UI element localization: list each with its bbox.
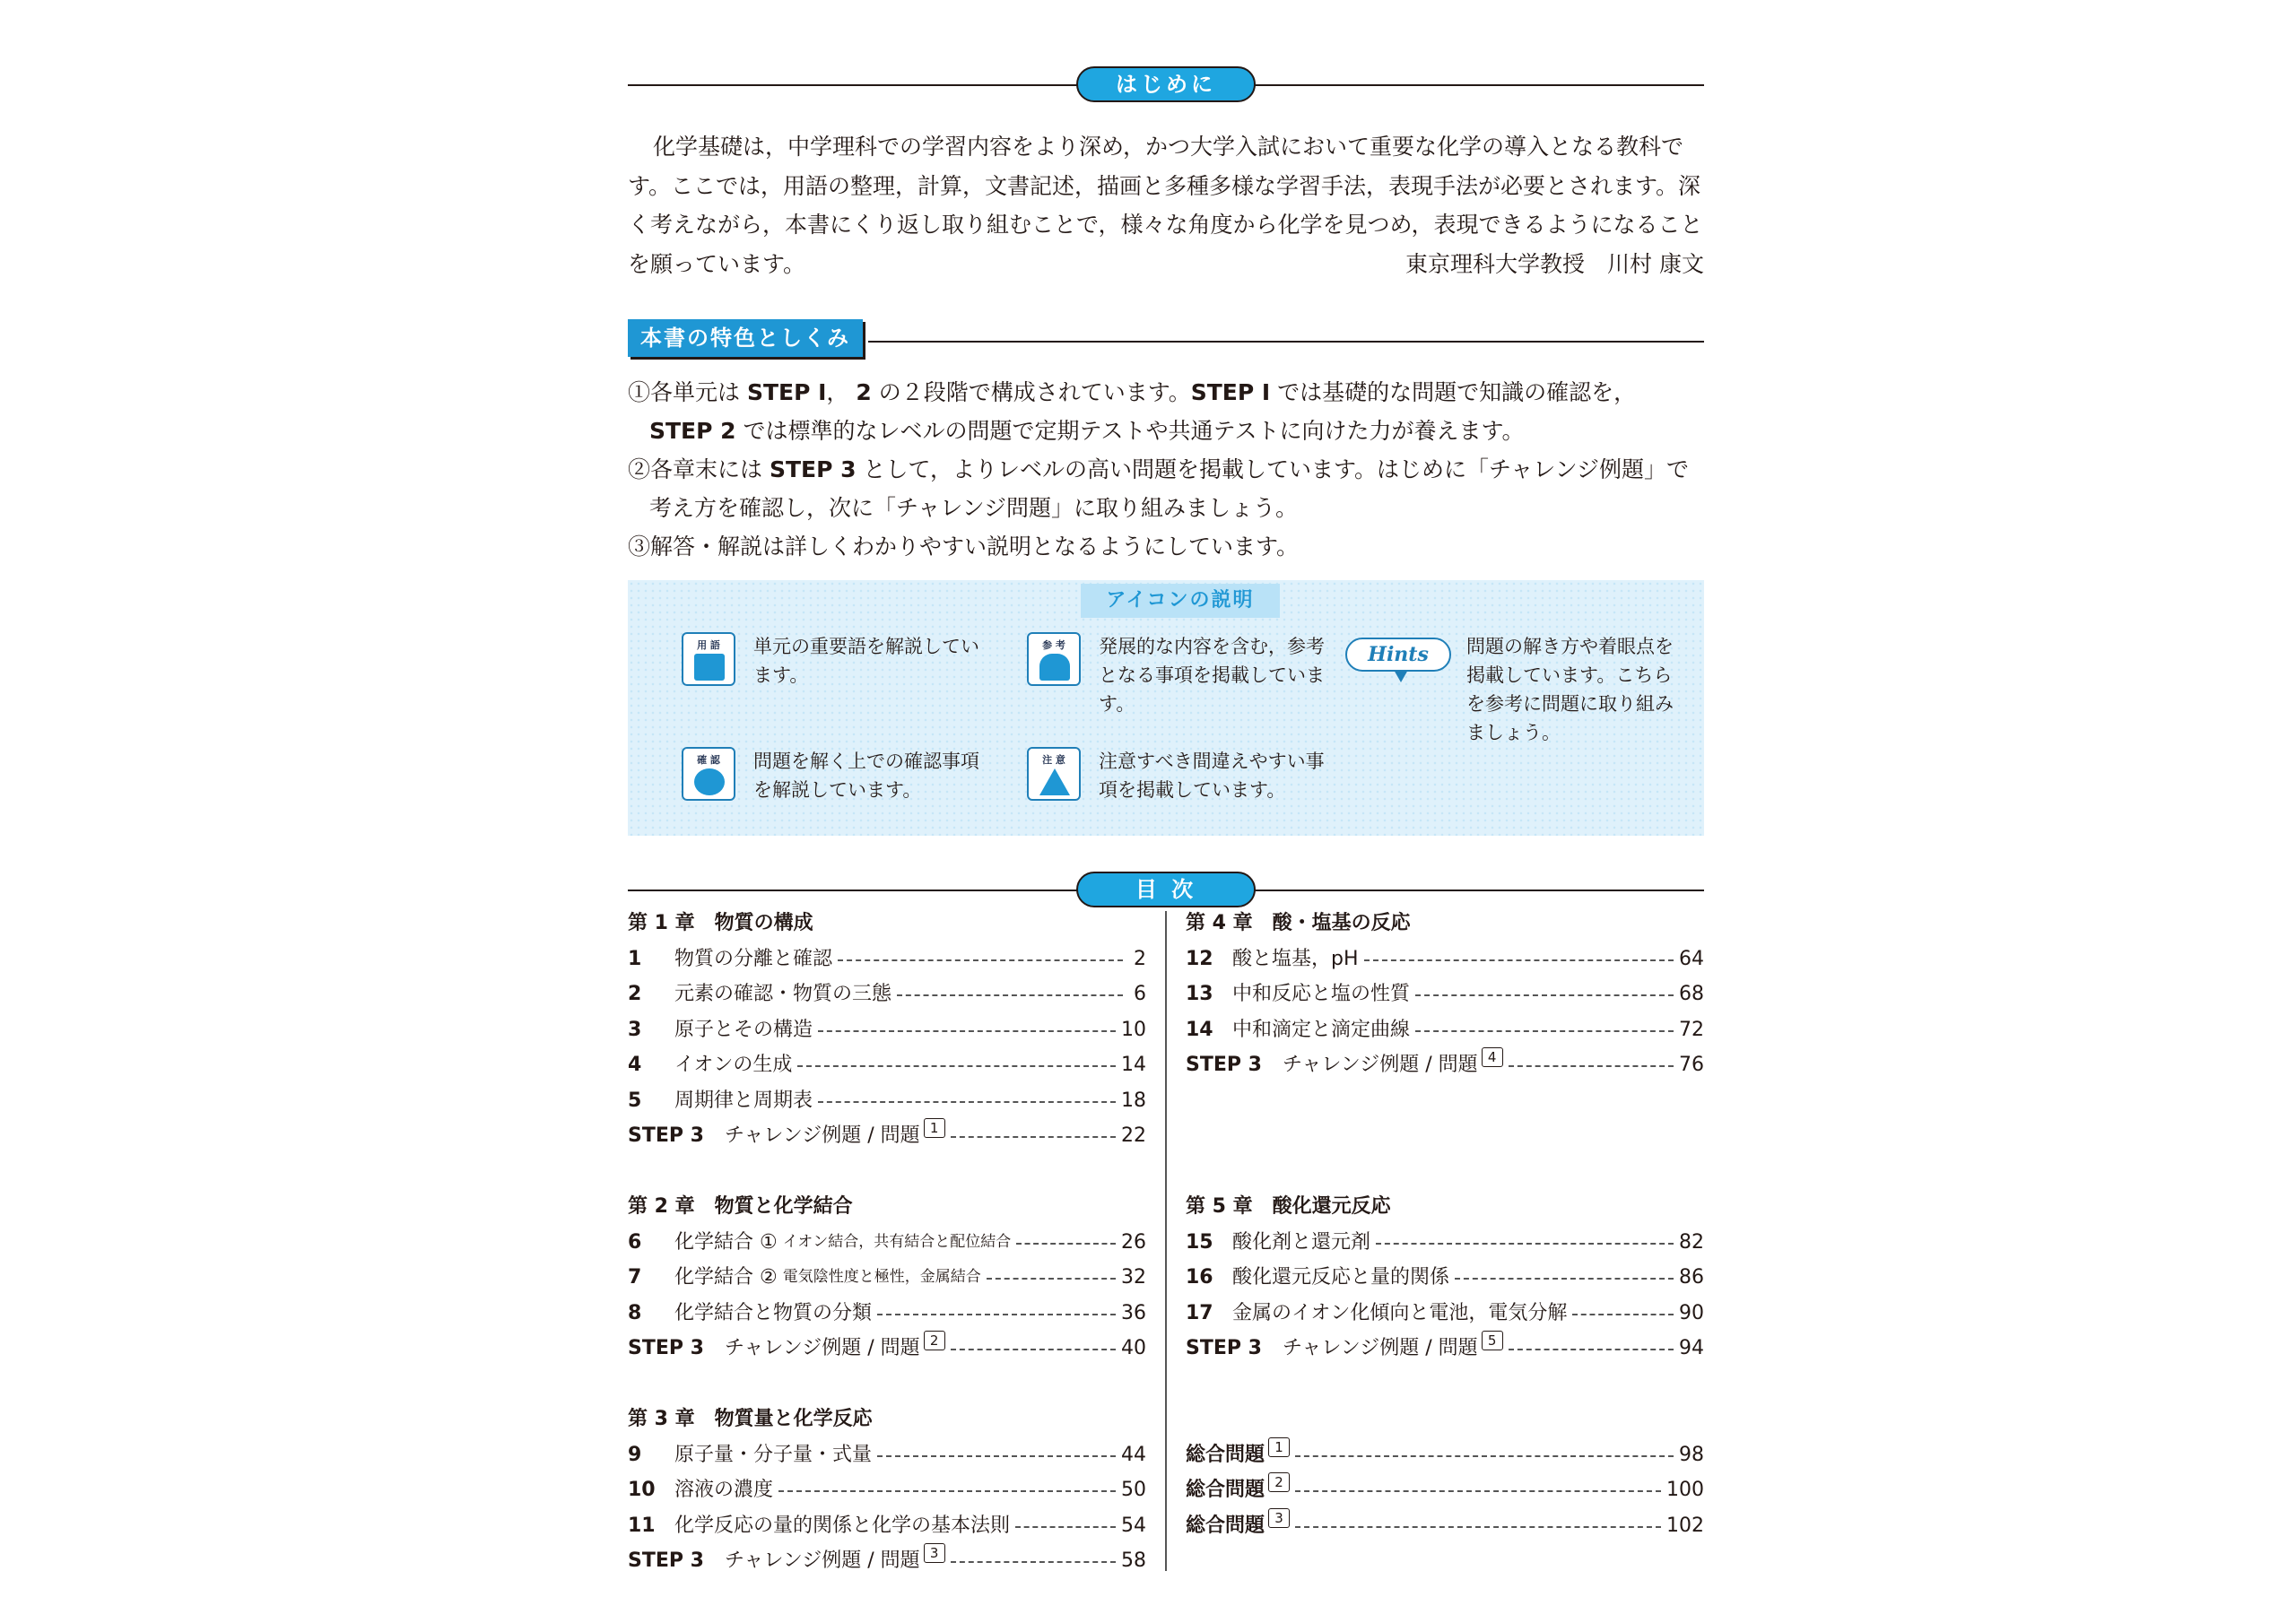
book-icon [694, 654, 725, 681]
toc-entry-step3[interactable] [1186, 1331, 1704, 1367]
entry-page: 10 [1121, 1018, 1146, 1041]
chapter-title: 第 1 章 物質の構成 [628, 912, 813, 934]
feature-step: STEP 2 [649, 418, 736, 444]
toc-entry[interactable] [1186, 1296, 1704, 1332]
entry-page: 102 [1666, 1514, 1704, 1537]
chapter-title: 第 3 章 物質量と化学反応 [628, 1408, 873, 1430]
entry-title: 酸化還元反応と量的関係 [1232, 1266, 1450, 1289]
entry-number: 3 [628, 1018, 642, 1041]
leader-dots [877, 1437, 1116, 1457]
entry-number: 6 [628, 1230, 642, 1254]
leader-dots [1415, 976, 1674, 996]
entry-page: 54 [1121, 1514, 1146, 1537]
entry-title: チャレンジ例題 / 問題 [725, 1124, 920, 1147]
entry-page: 86 [1679, 1266, 1704, 1289]
entry-title: 原子量・分子量・式量 [674, 1443, 873, 1466]
entry-page: 76 [1679, 1054, 1704, 1076]
icon-tag: 確 認 [697, 754, 720, 766]
entry-page: 94 [1679, 1337, 1704, 1359]
toc-entry-step3[interactable] [1186, 1047, 1704, 1083]
entry-title: 中和滴定と滴定曲線 [1232, 1018, 1411, 1041]
entry-page: 90 [1679, 1301, 1704, 1324]
features-heading: 本書の特色としくみ [628, 319, 863, 357]
toc-entry[interactable] [1186, 976, 1704, 1012]
open-book-icon [1039, 654, 1070, 681]
entry-title: 酸と塩基，pH [1232, 947, 1359, 970]
leader-dots [1295, 1472, 1661, 1492]
toc-heading: 目 次 [1076, 872, 1256, 907]
toc-entry[interactable] [628, 1083, 1146, 1119]
entry-number: STEP 3 [1186, 1054, 1262, 1076]
feature-text: では基礎的な問題で知識の確認を， [1270, 379, 1637, 405]
reference-icon [1027, 632, 1081, 686]
problem-box: 2 [1268, 1472, 1290, 1492]
entry-number: 7 [628, 1266, 642, 1289]
feature-step: 2 [856, 379, 872, 405]
entry-title: 中和反応と塩の性質 [1232, 983, 1411, 1005]
entry-title: 化学反応の量的関係と化学の基本法則 [674, 1514, 1011, 1537]
entry-page: 36 [1121, 1301, 1146, 1324]
feature-item-1-cont [628, 412, 1704, 450]
toc-entry[interactable] [1186, 1012, 1704, 1048]
entry-page: 22 [1121, 1124, 1146, 1147]
leader-dots [1455, 1260, 1674, 1280]
entry-page: 82 [1679, 1230, 1704, 1254]
problem-box: 1 [1268, 1437, 1290, 1457]
feature-text: の２段階で構成されています。 [871, 379, 1191, 405]
icon-legend [628, 580, 1704, 836]
feature-item-2 [628, 450, 1704, 527]
entry-number: 13 [1186, 983, 1213, 1005]
entry-number: 12 [1186, 947, 1213, 970]
icon-description: 単元の重要語を解説しています。 [753, 636, 979, 686]
entry-page: 98 [1679, 1443, 1704, 1466]
icon-description: 発展的な内容を含む，参考となる事項を掲載しています。 [1099, 636, 1325, 715]
entry-number: STEP 3 [628, 1124, 704, 1147]
toc-entry[interactable] [628, 1508, 1146, 1544]
warning-triangle-icon [1039, 768, 1070, 795]
entry-title: 原子とその構造 [674, 1018, 813, 1041]
entry-number: 14 [1186, 1018, 1213, 1041]
entry-page: 6 [1134, 983, 1146, 1005]
toc-entry[interactable] [628, 1437, 1146, 1473]
feature-text: ②各章末には [628, 456, 770, 482]
leader-dots [1415, 1012, 1674, 1032]
entry-page: 26 [1121, 1230, 1146, 1254]
icon-tag: 参 考 [1042, 639, 1065, 651]
toc-entry[interactable] [628, 1047, 1146, 1083]
entry-number: 8 [628, 1301, 642, 1324]
toc-entry[interactable] [628, 942, 1146, 977]
feature-text: では標準的なレベルの問題で定期テストや共通テストに向けた力が養えます。 [735, 418, 1525, 444]
toc-right-column [1186, 906, 1704, 1543]
entry-number: 17 [1186, 1301, 1213, 1324]
icon-description: 問題の解き方や着眼点を掲載しています。こちらを参考に問題に取り組みましょう。 [1466, 636, 1674, 743]
leader-dots [1509, 1331, 1674, 1350]
leader-dots [1364, 942, 1674, 961]
entry-page: 18 [1121, 1089, 1146, 1112]
entry-subtitle: 電気陰性度と極性，金属結合 [782, 1268, 981, 1286]
icon-tag: 注 意 [1042, 754, 1065, 766]
entry-number: 4 [628, 1054, 642, 1076]
features-header [628, 319, 1704, 359]
entry-number: 1 [628, 947, 642, 970]
feature-text: ， [826, 379, 857, 405]
divider [868, 341, 1704, 343]
column-divider [1165, 911, 1167, 1571]
confirm-icon [682, 747, 735, 801]
intro-author: 東京理科大学教授 川村 康文 [1405, 250, 1704, 277]
entry-title: 化学結合と物質の分類 [674, 1301, 873, 1324]
glossary-icon [682, 632, 735, 686]
entry-title: イオンの生成 [674, 1054, 793, 1076]
entry-title: チャレンジ例題 / 問題 [1283, 1054, 1478, 1076]
toc-entry-general[interactable] [1186, 1437, 1704, 1473]
icon-tag: 用 語 [697, 639, 720, 651]
entry-number: 5 [628, 1089, 642, 1112]
entry-title: 周期律と周期表 [674, 1089, 813, 1112]
leader-dots [897, 976, 1123, 996]
entry-page: 32 [1121, 1266, 1146, 1289]
pointing-hand-icon [694, 768, 725, 795]
entry-title: 総合問題 [1186, 1479, 1265, 1501]
toc-entry[interactable] [628, 1012, 1146, 1048]
leader-dots [1376, 1225, 1674, 1245]
toc-entry-step3[interactable] [628, 1331, 1146, 1367]
entry-subtitle: イオン結合，共有結合と配位結合 [782, 1232, 1012, 1251]
leader-dots [1295, 1437, 1674, 1457]
leader-dots [877, 1296, 1116, 1315]
leader-dots [1016, 1225, 1116, 1245]
toc-entry-general[interactable] [1186, 1508, 1704, 1544]
intro-paragraph: 化学基礎は，中学理科での学習内容をより深め，かつ大学入試において重要な化学の導入となる教科です。ここでは，用語の整理，計算，文書記述，描画と多種多様な学習手法，表現手法が必要とされます。深く考えながら，本書にくり返し取り組むことで，様々な角度から化学を見つめ，表現できるようになることを願っています。 [628, 134, 1703, 277]
problem-box: 3 [1268, 1508, 1290, 1528]
entry-number: 15 [1186, 1230, 1213, 1254]
toc-entry[interactable] [1186, 1260, 1704, 1296]
toc-entry[interactable] [1186, 942, 1704, 977]
entry-number: 2 [628, 983, 642, 1005]
toc-header [628, 872, 1704, 907]
leader-dots [987, 1260, 1116, 1280]
chapter-title: 第 4 章 酸・塩基の反応 [1186, 912, 1411, 934]
intro-header [628, 66, 1704, 102]
chapter-title: 第 5 章 酸化還元反応 [1186, 1195, 1391, 1218]
leader-dots [818, 1083, 1116, 1103]
entry-page: 2 [1134, 947, 1146, 970]
feature-step: STEP Ⅰ [746, 379, 827, 405]
leader-dots [951, 1118, 1116, 1138]
leader-dots [951, 1543, 1116, 1563]
entry-number: 11 [628, 1514, 656, 1537]
entry-title: 溶液の濃度 [674, 1479, 774, 1501]
entry-title: 物質の分離と確認 [674, 947, 833, 970]
toc-entry-step3[interactable] [628, 1543, 1146, 1579]
intro-section [628, 127, 1704, 283]
feature-text: として，よりレベルの高い問題を掲載しています。はじめに「チャレンジ例題」で考え方を確認し，次に「チャレンジ問題」に取り組みましょう。 [649, 456, 1689, 521]
entry-page: 44 [1121, 1443, 1146, 1466]
entry-page: 72 [1679, 1018, 1704, 1041]
icon-description: 問題を解く上での確認事項を解説しています。 [753, 751, 979, 801]
entry-title: 化学結合 ② [674, 1266, 778, 1289]
problem-box: 4 [1482, 1047, 1503, 1067]
feature-step: STEP Ⅰ [1190, 379, 1271, 405]
toc-entry[interactable] [628, 1296, 1146, 1332]
entry-page: 58 [1121, 1549, 1146, 1572]
toc-entry[interactable] [628, 1225, 1146, 1261]
problem-box: 1 [924, 1118, 945, 1138]
feature-step: STEP 3 [769, 456, 857, 482]
chapter-title: 第 2 章 物質と化学結合 [628, 1195, 853, 1218]
entry-title: チャレンジ例題 / 問題 [725, 1337, 920, 1359]
entry-page: 100 [1666, 1479, 1704, 1501]
entry-title: チャレンジ例題 / 問題 [1283, 1337, 1478, 1359]
problem-box: 5 [1482, 1331, 1503, 1350]
feature-text: ①各単元は [628, 379, 747, 405]
entry-title: 元素の確認・物質の三態 [674, 983, 892, 1005]
toc-entry[interactable] [628, 1472, 1146, 1508]
page [628, 0, 1704, 1623]
entry-number: STEP 3 [628, 1549, 704, 1572]
entry-number: STEP 3 [628, 1337, 704, 1359]
toc-entry[interactable] [628, 1260, 1146, 1296]
feature-item-3: ③解答・解説は詳しくわかりやすい説明となるようにしています。 [628, 534, 1300, 560]
problem-box: 2 [924, 1331, 945, 1350]
entry-title: 総合問題 [1186, 1443, 1265, 1466]
intro-heading: はじめに [1076, 66, 1256, 102]
entry-title: 総合問題 [1186, 1514, 1265, 1537]
icon-legend-title: アイコンの説明 [1081, 584, 1280, 618]
icon-description: 注意すべき間違えやすい事項を掲載しています。 [1099, 751, 1325, 801]
entry-page: 14 [1121, 1054, 1146, 1076]
leader-dots [1015, 1508, 1116, 1528]
entry-title: 化学結合 ① [674, 1230, 778, 1254]
toc-entry-step3[interactable] [628, 1118, 1146, 1154]
problem-box: 3 [924, 1543, 945, 1563]
entry-title: 金属のイオン化傾向と電池，電気分解 [1232, 1301, 1568, 1324]
toc-entry[interactable] [628, 976, 1146, 1012]
leader-dots [1572, 1296, 1674, 1315]
entry-page: 64 [1679, 947, 1704, 970]
leader-dots [1509, 1047, 1674, 1067]
hints-icon: Hints [1345, 638, 1451, 672]
features-list [628, 373, 1704, 566]
entry-number: 10 [628, 1479, 656, 1501]
entry-number: 9 [628, 1443, 642, 1466]
entry-number: 16 [1186, 1266, 1213, 1289]
entry-title: 酸化剤と還元剤 [1232, 1230, 1371, 1254]
leader-dots [797, 1047, 1116, 1067]
feature-item-1 [628, 373, 1704, 412]
leader-dots [838, 942, 1123, 961]
caution-icon [1027, 747, 1081, 801]
toc-entry[interactable] [1186, 1225, 1704, 1261]
leader-dots [951, 1331, 1116, 1350]
leader-dots [1295, 1508, 1661, 1528]
toc-entry-general[interactable] [1186, 1472, 1704, 1508]
entry-page: 68 [1679, 983, 1704, 1005]
toc-left-column [628, 906, 1146, 1579]
entry-number: STEP 3 [1186, 1337, 1262, 1359]
entry-title: チャレンジ例題 / 問題 [725, 1549, 920, 1572]
leader-dots [818, 1012, 1116, 1032]
entry-page: 50 [1121, 1479, 1146, 1501]
entry-page: 40 [1121, 1337, 1146, 1359]
leader-dots [778, 1472, 1116, 1492]
